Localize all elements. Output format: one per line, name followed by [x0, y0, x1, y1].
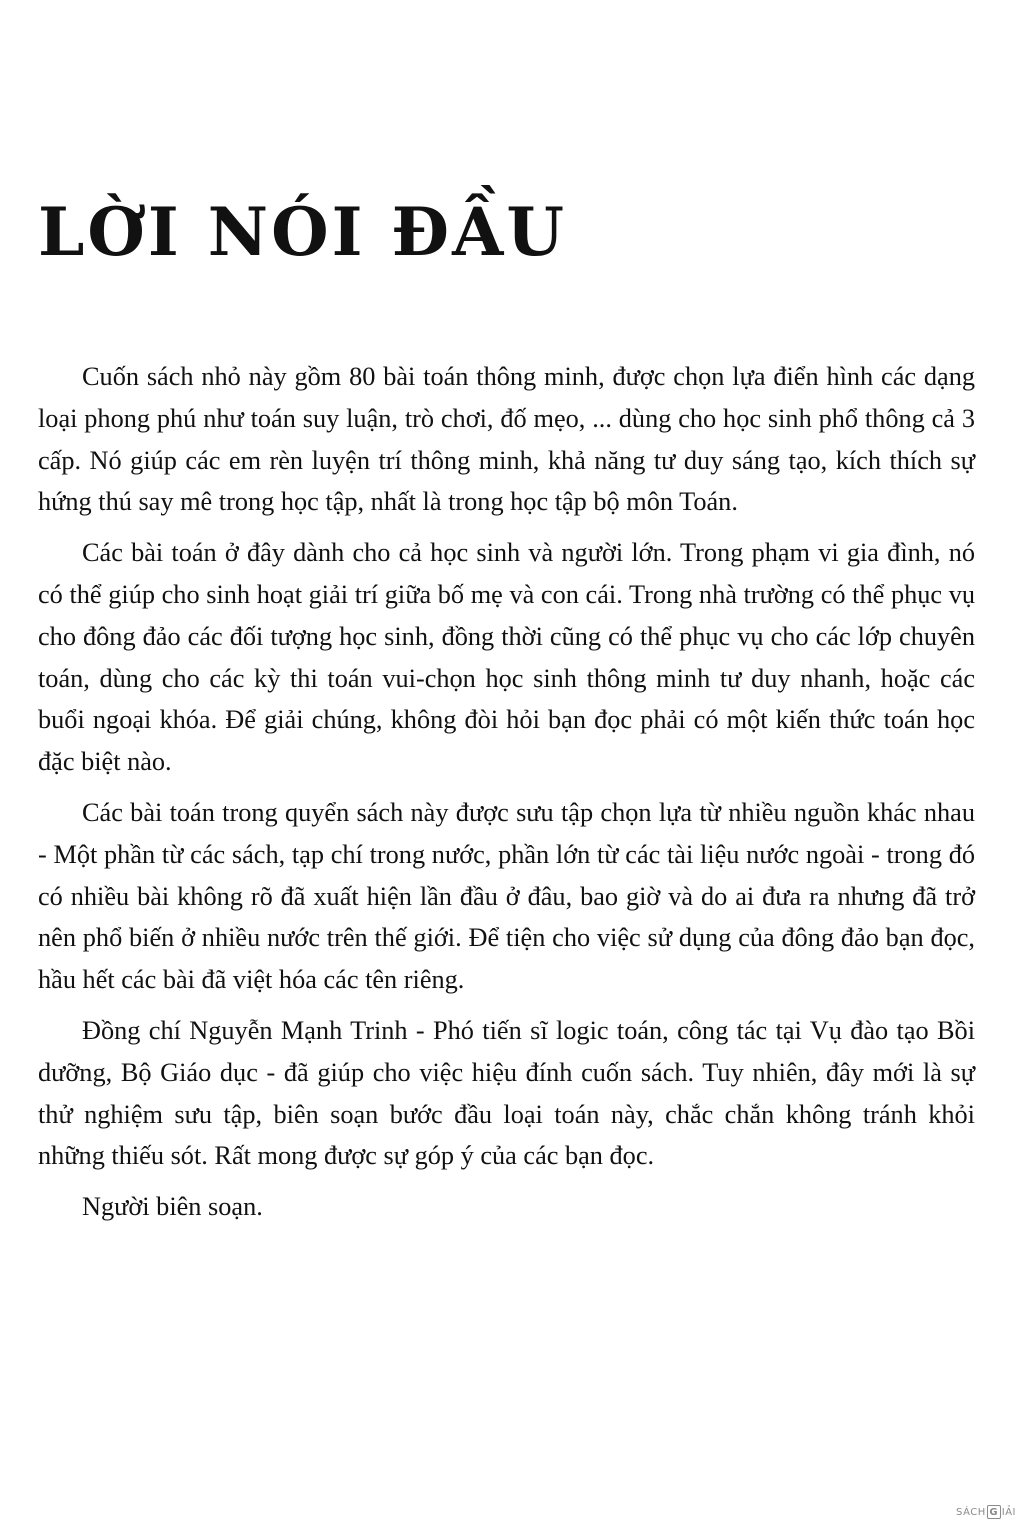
watermark-logo — [956, 1505, 1016, 1519]
watermark-text-left: SÁCH — [956, 1506, 986, 1518]
paragraph-3: Các bài toán trong quyển sách này được sưu tập chọn lựa từ nhiều nguồn khác nhau - Một phần từ các sách, tạp chí trong nước, phần lớn từ các tài liệu nước ngoài - trong đó có nhiều bài không rõ đã xuất hiện lần đầu ở đâu, bao giờ và do ai đưa ra nhưng đã trở nên phổ biến ở nhiều nước trên thế giới. Để tiện cho việc sử dụng của đông đảo bạn đọc, hầu hết các bài đã việt hóa các tên riêng. — [38, 797, 975, 995]
watermark-text-right: IẢI — [1001, 1506, 1016, 1518]
paragraph-4: Đồng chí Nguyễn Mạnh Trinh - Phó tiến sĩ logic toán, công tác tại Vụ đào tạo Bồi dưỡng, Bộ Giáo dục - đã giúp cho việc hiệu đính cuốn sách. Tuy nhiên, đây mới là sự thử nghiệm sưu tập, biên soạn bước đầu loại toán này, chắc chắn không tránh khỏi những thiếu sót. Rất mong được sự góp ý của các bạn đọc. — [38, 1015, 975, 1171]
watermark-g-icon: G — [987, 1505, 1001, 1519]
page-title: LỜI NÓI ĐẦU — [38, 193, 567, 271]
signature-line: Người biên soạn. — [82, 1192, 263, 1222]
preface-body — [38, 356, 975, 1237]
paragraph-2: Các bài toán ở đây dành cho cả học sinh và người lớn. Trong phạm vi gia đình, nó có thể giúp cho sinh hoạt giải trí giữa bố mẹ và con cái. Trong nhà trường có thể phục vụ cho đông đảo các đối tượng học sinh, đồng thời cũng có thể phục vụ cho các lớp chuyên toán, dùng cho các kỳ thi toán vui-chọn học sinh thông minh tư duy nhanh, hoặc các buổi ngoại khóa. Để giải chúng, không đòi hỏi bạn đọc phải có một kiến thức toán học đặc biệt nào. — [38, 538, 975, 777]
paragraph-1: Cuốn sách nhỏ này gồm 80 bài toán thông minh, được chọn lựa điển hình các dạng loại phong phú như toán suy luận, trò chơi, đố mẹo, ... dùng cho học sinh phổ thông cả 3 cấp. Nó giúp các em rèn luyện trí thông minh, khả năng tư duy sáng tạo, kích thích sự hứng thú say mê trong học tập, nhất là trong học tập bộ môn Toán. — [38, 362, 975, 517]
